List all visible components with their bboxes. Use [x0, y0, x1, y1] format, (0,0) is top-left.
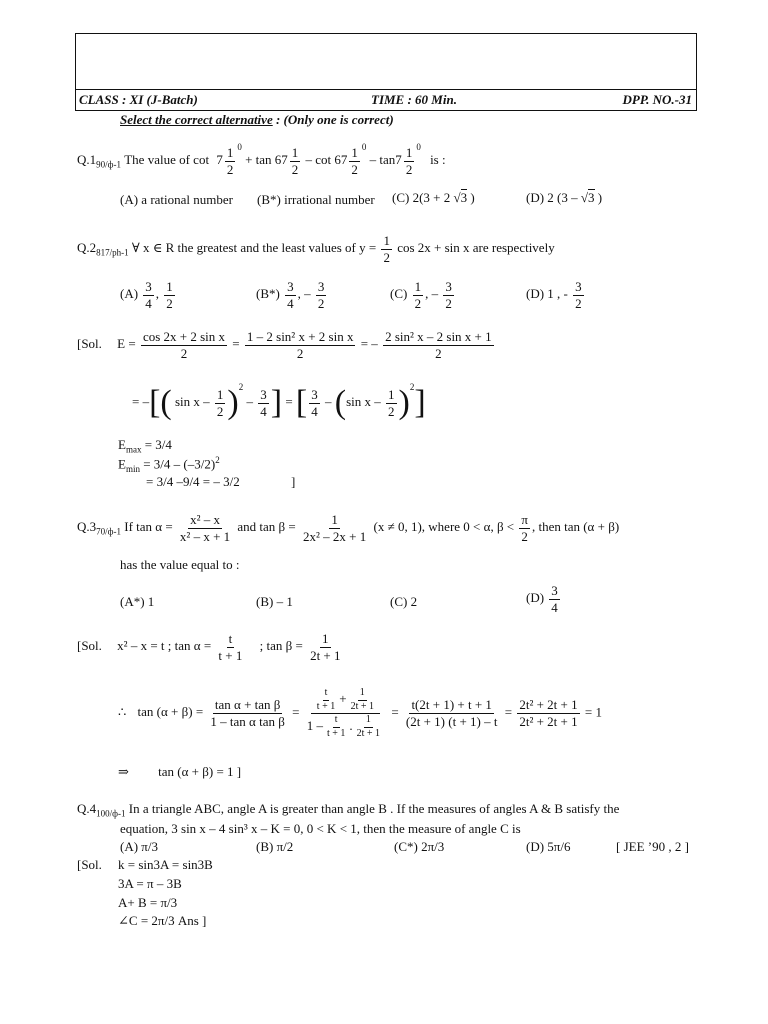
q3-option-a: (A*) 1 [120, 594, 155, 609]
solution-3-line-2: ∴ tan (α + β) = $\frac{\text{tan α + tan β}}{\text{1 – tan α tan β}}$ = $\frac{t}{t + 1}$ + $\frac{1}{2t + 1}$ 1 – $\frac{t}{t + 1}$ . $\frac{1}{2t + 1}$ = $\frac{t(2t + 1) + t + 1}{(2t + 1) (t + 1) - t}$ = $\frac{\text{2t² + 2t + 1}}{\text{2t² + 2t + 1}}$ = 1 [118, 687, 602, 739]
solution-2-line-3: $E_{max} = 3/4$ [118, 437, 172, 455]
dpp-number: DPP. NO.-31 [622, 92, 692, 107]
solution-2-line-2: = –[( sin x – $\frac{1}{2}$ )$^2$ – $\frac{3}{4}$ ] = [ $\frac{3}{4}$ – (sin x – $\frac{1}{2}$ )$^2$] [132, 382, 426, 422]
q3-option-c: (C) 2 [390, 594, 418, 609]
q2-option-d: (D) 1 , - $\frac{3}{2}$ [526, 279, 582, 311]
q4-option-b: (B) π/2 [256, 839, 294, 854]
class-label: CLASS : XI (J-Batch) [79, 92, 198, 107]
q2-option-c: (C) $\frac{1}{2}$ , – $\frac{3}{2}$ [390, 279, 452, 311]
question-3-line-2: has the value equal to : [120, 557, 240, 572]
solution-4-line-1: k = sin3A = sin3B [118, 857, 213, 872]
solution-4-line-2: 3A = π – 3B [118, 876, 182, 891]
q3-option-d: (D) $\frac{3}{4}$ [526, 583, 558, 615]
question-1: $Q.1_{90/ф-1}$ The value of cot 7 $\frac{1}{2}$ $^0$ + tan 67 $\frac{1}{2}$ – cot 67 $\frac{1}{2}$ $^0$ – tan7 $\frac{1}{2}$ $^0$ is : [77, 142, 446, 177]
q2-option-a: (A) $\frac{3}{4}$ , $\frac{1}{2}$ [120, 279, 173, 311]
q4-option-c: (C*) 2π/3 [394, 839, 445, 854]
q1-option-a: (A) a rational number [120, 192, 233, 207]
q3-option-b: (B) – 1 [256, 594, 293, 609]
time-label: TIME : 60 Min. [371, 92, 457, 107]
instruction: Select the correct alternative : (Only one is correct) [120, 112, 394, 127]
q1-option-b: (B*) irrational number [257, 192, 375, 207]
question-4-line-2: equation, 3 sin x – 4 sin³ x – K = 0, 0 < K < 1, then the measure of angle C is [120, 821, 521, 836]
solution-4-line-3: A+ B = π/3 [118, 895, 178, 910]
question-3: $Q.3_{70/ф-1}$ If tan α = $\frac{\text{x² – x}}{\text{x² – x + 1}}$ and tan β = $\frac{1}{\text{2x² – 2x + 1}}$ (x ≠ 0, 1), where 0 < α, β < $\frac{\pi}{2}$ , then tan (α + β) [77, 512, 620, 544]
solution-2-line-5: = 3/4 –9/4 = – 3/2 ] [146, 474, 296, 489]
q1-option-d: (D) 2 (3 – √3 ) [526, 190, 603, 205]
solution-3-line-3: ⇒ tan (α + β) = 1 ] [118, 764, 242, 779]
solution-3-line-1: [Sol. x² – x = t ; tan α = $\frac{t}{t + 1}$ ; tan β = $\frac{1}{2t + 1}$ [77, 631, 341, 663]
header-divider [76, 89, 696, 90]
solution-2-line-4: $E_{min} = 3/4 - (-3/2)^2$ [118, 455, 220, 474]
solution-4-tag: [Sol. [77, 857, 102, 872]
q4-source: [ JEE ’90 , 2 ] [616, 839, 689, 854]
question-4: $Q.4_{100/ф-1}$ In a triangle ABC, angle A is greater than angle B . If the measures of angles A & B satisfy the [77, 801, 620, 819]
q2-option-b: (B*) $\frac{3}{4}$ , – $\frac{3}{2}$ [256, 279, 325, 311]
q1-option-c: (C) 2(3 + 2 √3 ) [392, 190, 475, 205]
question-2: $Q.2_{817/ph-1}$ ∀ x ∈ R the greatest and the least values of y = $\frac{1}{2}$ cos 2x + sin x are respectively [77, 233, 555, 265]
q4-option-a: (A) π/3 [120, 839, 158, 854]
solution-2-line-1: [Sol. E = $\frac{\text{cos 2x + 2 sin x}}{2}$ = $\frac{\text{1 – 2 sin² x + 2 sin x}}{2}$ = – $\frac{\text{2 sin² x – 2 sin x + 1}}{2}$ [77, 329, 492, 361]
q4-option-d: (D) 5π/6 [526, 839, 571, 854]
solution-4-line-4: ∠C = 2π/3 Ans ] [118, 913, 207, 928]
header-box [75, 33, 697, 111]
